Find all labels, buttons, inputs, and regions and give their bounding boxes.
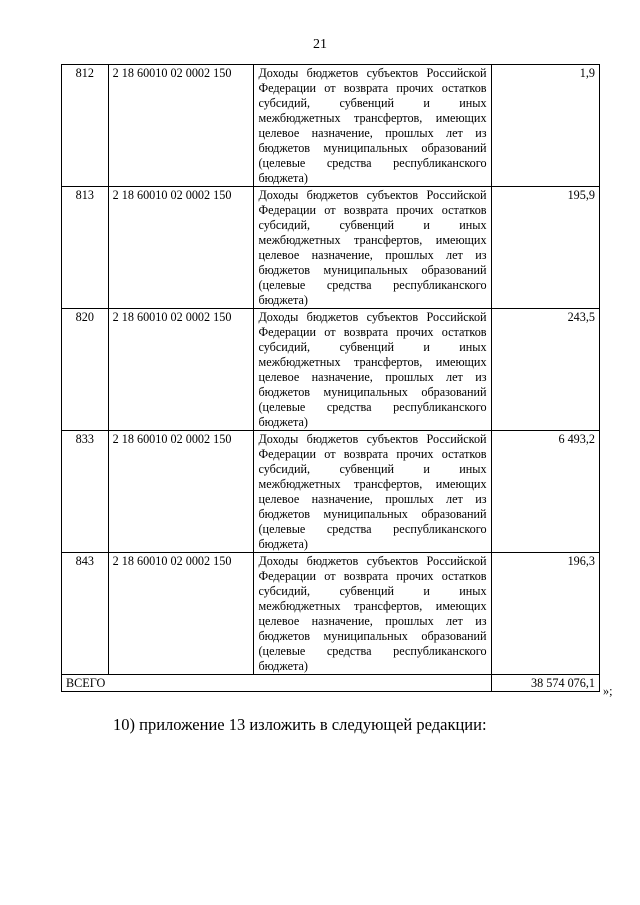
- admin-code-cell: 820: [62, 309, 109, 431]
- admin-code-cell: 833: [62, 431, 109, 553]
- total-label: ВСЕГО: [62, 675, 492, 692]
- table-row: [62, 553, 600, 675]
- table-row: [62, 65, 600, 187]
- instruction-paragraph: 10) приложение 13 изложить в следующей редакции:: [113, 715, 487, 734]
- admin-code-cell: 843: [62, 553, 109, 675]
- budget-classification-code-cell: 2 18 60010 02 0002 150: [108, 65, 254, 187]
- table-row: [62, 431, 600, 553]
- amount-cell: 196,3: [491, 553, 599, 675]
- income-name-cell: Доходы бюджетов субъектов Российской Федерации от возврата прочих остатков субсидий, субвенций и иных межбюджетных трансфертов, имеющих целевое назначение, прошлых лет из бюджетов муниципальных образований (целевые средства республиканского бюджета): [254, 187, 491, 309]
- admin-code-cell: 812: [62, 65, 109, 187]
- closing-quote-mark: »;: [603, 684, 613, 698]
- income-name-cell: Доходы бюджетов субъектов Российской Федерации от возврата прочих остатков субсидий, субвенций и иных межбюджетных трансфертов, имеющих целевое назначение, прошлых лет из бюджетов муниципальных образований (целевые средства республиканского бюджета): [254, 553, 491, 675]
- total-row: [62, 675, 600, 692]
- admin-code-cell: 813: [62, 187, 109, 309]
- budget-classification-code-cell: 2 18 60010 02 0002 150: [108, 431, 254, 553]
- budget-classification-code-cell: 2 18 60010 02 0002 150: [108, 309, 254, 431]
- budget-classification-code-cell: 2 18 60010 02 0002 150: [108, 187, 254, 309]
- income-name-cell: Доходы бюджетов субъектов Российской Федерации от возврата прочих остатков субсидий, субвенций и иных межбюджетных трансфертов, имеющих целевое назначение, прошлых лет из бюджетов муниципальных образований (целевые средства республиканского бюджета): [254, 65, 491, 187]
- total-amount: 38 574 076,1: [491, 675, 599, 692]
- table-row: [62, 309, 600, 431]
- income-name-cell: Доходы бюджетов субъектов Российской Федерации от возврата прочих остатков субсидий, субвенций и иных межбюджетных трансфертов, имеющих целевое назначение, прошлых лет из бюджетов муниципальных образований (целевые средства республиканского бюджета): [254, 309, 491, 431]
- amount-cell: 6 493,2: [491, 431, 599, 553]
- amount-cell: 1,9: [491, 65, 599, 187]
- amount-cell: 243,5: [491, 309, 599, 431]
- budget-classification-code-cell: 2 18 60010 02 0002 150: [108, 553, 254, 675]
- page-number: 21: [313, 37, 327, 52]
- budget-table: [61, 64, 600, 692]
- table-row: [62, 187, 600, 309]
- income-name-cell: Доходы бюджетов субъектов Российской Федерации от возврата прочих остатков субсидий, субвенций и иных межбюджетных трансфертов, имеющих целевое назначение, прошлых лет из бюджетов муниципальных образований (целевые средства республиканского бюджета): [254, 431, 491, 553]
- amount-cell: 195,9: [491, 187, 599, 309]
